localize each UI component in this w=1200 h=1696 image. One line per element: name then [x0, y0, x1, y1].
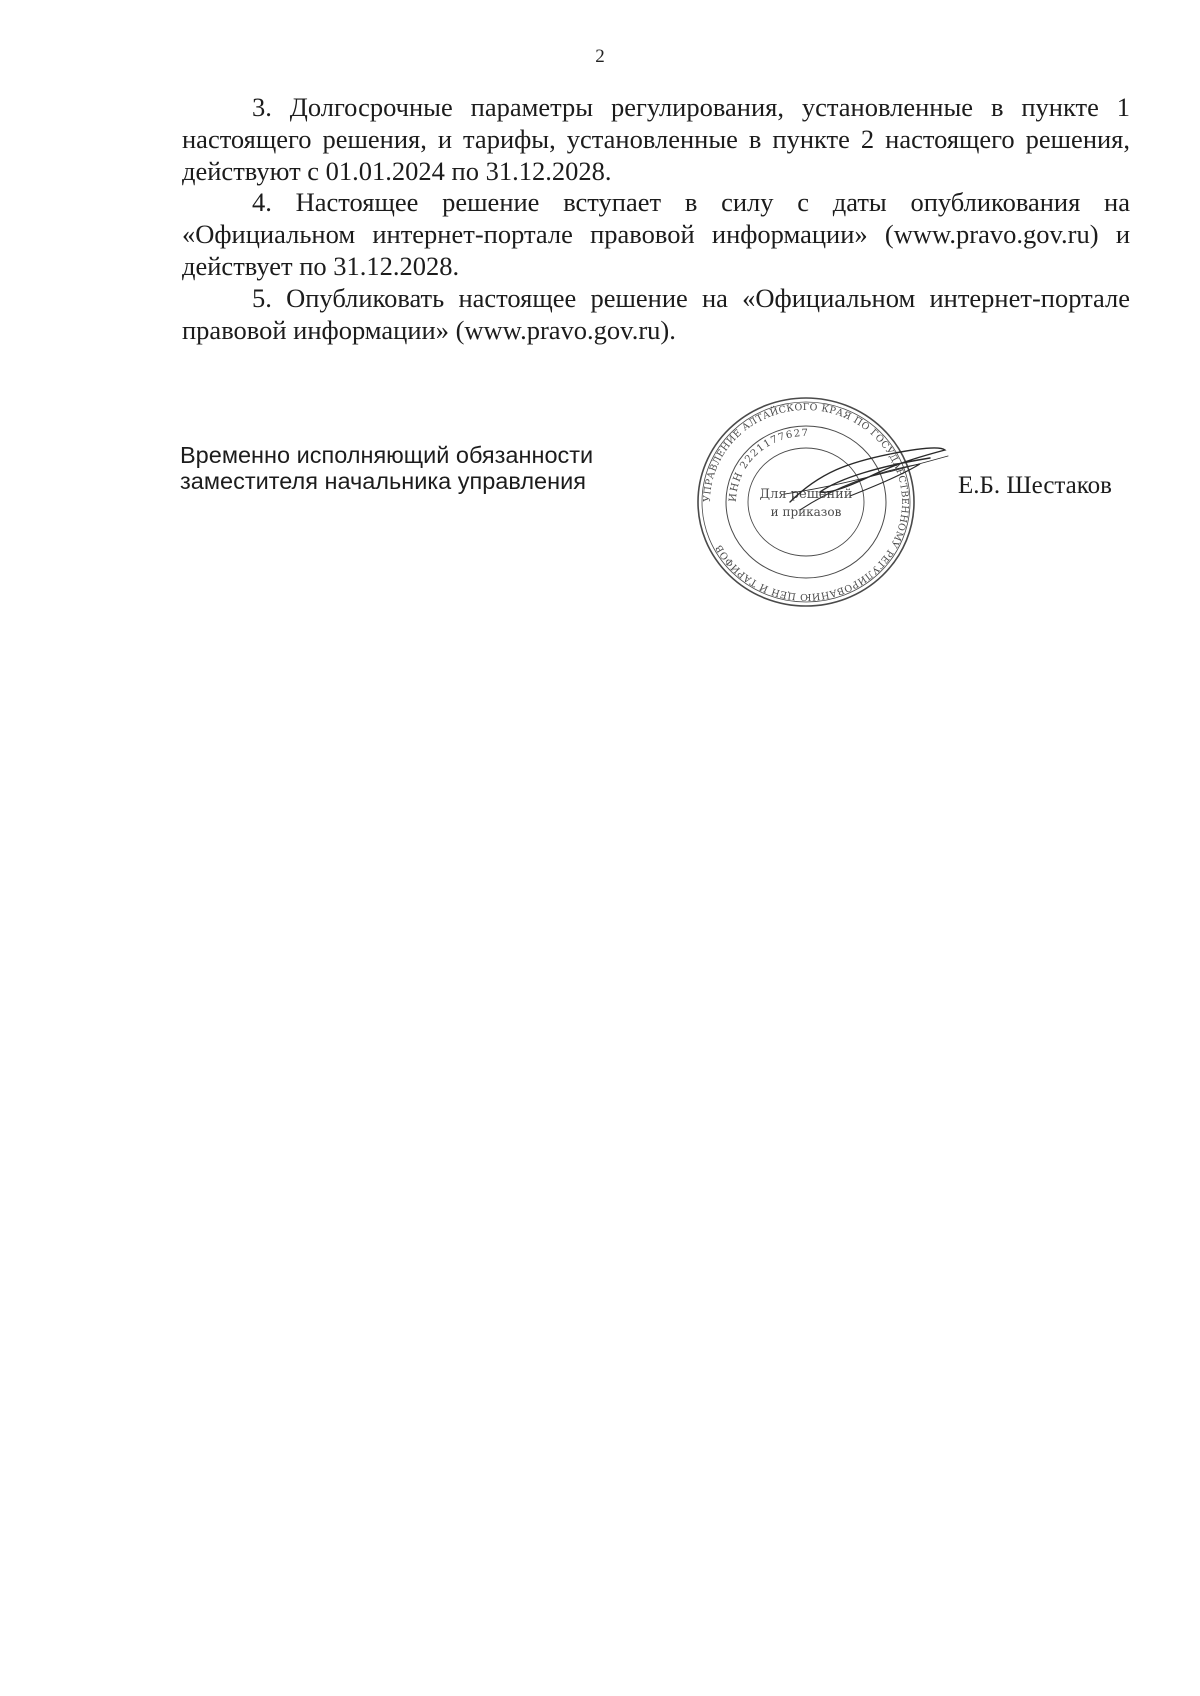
- signer-position: [180, 442, 640, 494]
- signer-position-line-1: Временно исполняющий обязанности: [180, 442, 594, 468]
- signer-name: Е.Б. Шестаков: [958, 472, 1112, 499]
- stamp-center-line-2: и приказов: [770, 505, 842, 519]
- stamp-center-line-1: Для решений: [759, 487, 853, 502]
- paragraph-5: 5. Опубликовать настоящее решение на «Официальном интернет-портале правовой информации» (www.pravo.gov.ru).: [182, 282, 1130, 345]
- paragraph-3: 3. Долгосрочные параметры регулирования, установленные в пункте 1 настоящего решения, и тарифы, установленные в пункте 2 настоящего решения, действуют с 01.01.2024 по 31.12.2028.: [182, 92, 1130, 186]
- signer-position-line-2: заместителя начальника управления: [180, 468, 586, 494]
- stamp-inn-text: ИНН 2221177627: [727, 427, 810, 503]
- paragraph-4: 4. Настоящее решение вступает в силу с даты опубликования на «Официальном интернет-портале правовой информации» (www.pravo.gov.ru) и действует по 31.12.2028.: [182, 187, 1130, 281]
- page-number: 2: [595, 46, 605, 67]
- document-body: [182, 92, 1130, 346]
- stamp-outer-text: УПРАВЛЕНИЕ АЛТАЙСКОГО КРАЯ ПО ГОСУДАРСТВЕННОМУ РЕГУЛИРОВАНИЮ ЦЕН И ТАРИФОВ: [701, 401, 911, 603]
- handwritten-signature: [780, 432, 950, 522]
